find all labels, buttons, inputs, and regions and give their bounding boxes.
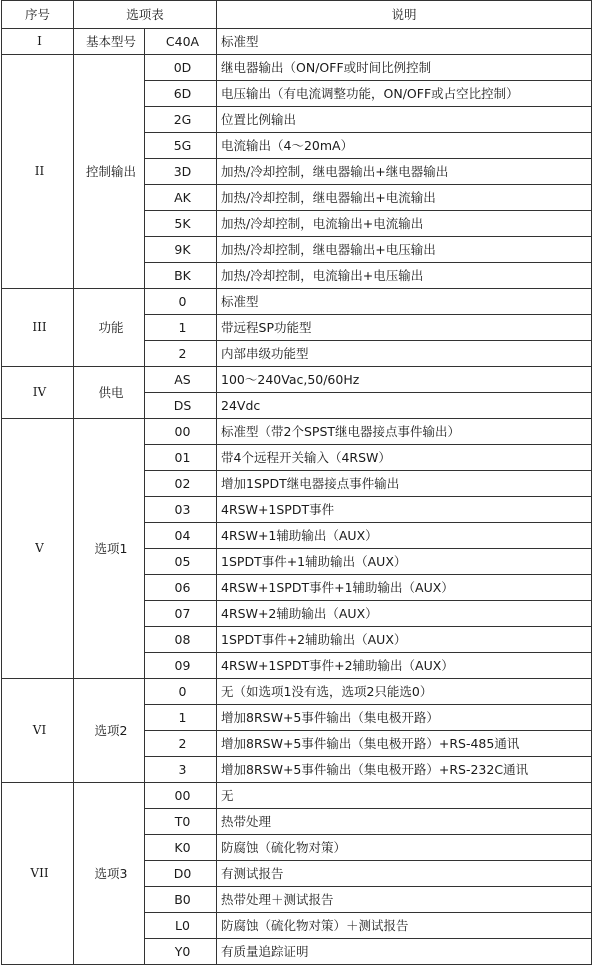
option-code: 5G: [145, 133, 217, 159]
group-seq: I: [2, 29, 74, 55]
option-description: 增加8RSW+5事件输出（集电极开路）: [217, 705, 592, 731]
group-category: 选项1: [74, 419, 145, 679]
option-description: 防腐蚀（硫化物对策）: [217, 835, 592, 861]
option-description: 带4个远程开关输入（4RSW）: [217, 445, 592, 471]
option-code: 0: [145, 289, 217, 315]
option-code: 0: [145, 679, 217, 705]
header-options: 选项表: [74, 1, 217, 29]
table-row: [2, 367, 592, 393]
group-seq: III: [2, 289, 74, 367]
table-row: [2, 783, 592, 809]
option-description: 100～240Vac,50/60Hz: [217, 367, 592, 393]
option-description: 标准型（带2个SPST继电器接点事件输出）: [217, 419, 592, 445]
header-row: [2, 1, 592, 29]
group-category: 供电: [74, 367, 145, 419]
option-code: 1: [145, 705, 217, 731]
option-description: 内部串级功能型: [217, 341, 592, 367]
option-code: 3D: [145, 159, 217, 185]
option-code: 03: [145, 497, 217, 523]
option-description: 位置比例输出: [217, 107, 592, 133]
option-code: 01: [145, 445, 217, 471]
option-description: 标准型: [217, 29, 592, 55]
group-seq: VII: [2, 783, 74, 965]
option-code: 00: [145, 419, 217, 445]
table-row: [2, 29, 592, 55]
table-row: [2, 55, 592, 81]
group-seq: V: [2, 419, 74, 679]
option-description: 1SPDT事件+1辅助输出（AUX）: [217, 549, 592, 575]
option-code: DS: [145, 393, 217, 419]
option-code: 08: [145, 627, 217, 653]
option-code: 2: [145, 341, 217, 367]
option-code: 04: [145, 523, 217, 549]
option-description: 标准型: [217, 289, 592, 315]
option-code: Y0: [145, 939, 217, 965]
option-code: D0: [145, 861, 217, 887]
option-code: AS: [145, 367, 217, 393]
option-code: 5K: [145, 211, 217, 237]
option-description: 电流输出（4～20mA）: [217, 133, 592, 159]
group-category: 基本型号: [74, 29, 145, 55]
option-code: 9K: [145, 237, 217, 263]
header-desc: 说明: [217, 1, 592, 29]
option-code: 0D: [145, 55, 217, 81]
option-description: 4RSW+1SPDT事件+1辅助输出（AUX）: [217, 575, 592, 601]
option-code: 05: [145, 549, 217, 575]
option-description: 增加8RSW+5事件输出（集电极开路）+RS-485通讯: [217, 731, 592, 757]
table-row: [2, 289, 592, 315]
option-description: 4RSW+1SPDT事件: [217, 497, 592, 523]
option-description: 4RSW+1辅助输出（AUX）: [217, 523, 592, 549]
option-description: 4RSW+2辅助输出（AUX）: [217, 601, 592, 627]
option-code: AK: [145, 185, 217, 211]
option-description: 加热/冷却控制，继电器输出+电压输出: [217, 237, 592, 263]
model-options-table: [1, 0, 592, 965]
group-category: 选项2: [74, 679, 145, 783]
group-seq: IV: [2, 367, 74, 419]
option-code: 6D: [145, 81, 217, 107]
option-description: 有质量追踪证明: [217, 939, 592, 965]
option-code: K0: [145, 835, 217, 861]
option-code: 2G: [145, 107, 217, 133]
option-description: 1SPDT事件+2辅助输出（AUX）: [217, 627, 592, 653]
option-description: 无: [217, 783, 592, 809]
option-description: 有测试报告: [217, 861, 592, 887]
option-code: 06: [145, 575, 217, 601]
option-description: 防腐蚀（硫化物对策）＋测试报告: [217, 913, 592, 939]
option-description: 热带处理: [217, 809, 592, 835]
table-row: [2, 419, 592, 445]
option-code: BK: [145, 263, 217, 289]
option-code: 2: [145, 731, 217, 757]
group-seq: VI: [2, 679, 74, 783]
option-code: T0: [145, 809, 217, 835]
option-description: 增加1SPDT继电器接点事件输出: [217, 471, 592, 497]
table-row: [2, 679, 592, 705]
group-seq: II: [2, 55, 74, 289]
option-code: 07: [145, 601, 217, 627]
group-category: 功能: [74, 289, 145, 367]
option-description: 电压输出（有电流调整功能，ON/OFF或占空比控制）: [217, 81, 592, 107]
header-seq: 序号: [2, 1, 74, 29]
option-description: 加热/冷却控制，电流输出+电流输出: [217, 211, 592, 237]
option-code: 02: [145, 471, 217, 497]
option-code: 3: [145, 757, 217, 783]
option-description: 加热/冷却控制，继电器输出+继电器输出: [217, 159, 592, 185]
option-description: 加热/冷却控制，电流输出+电压输出: [217, 263, 592, 289]
option-description: 无（如选项1没有选，选项2只能选0）: [217, 679, 592, 705]
group-category: 控制输出: [74, 55, 145, 289]
option-code: 1: [145, 315, 217, 341]
option-code: L0: [145, 913, 217, 939]
option-code: C40A: [145, 29, 217, 55]
option-description: 24Vdc: [217, 393, 592, 419]
group-category: 选项3: [74, 783, 145, 965]
option-description: 增加8RSW+5事件输出（集电极开路）+RS-232C通讯: [217, 757, 592, 783]
option-description: 带远程SP功能型: [217, 315, 592, 341]
option-code: 09: [145, 653, 217, 679]
table-body: [2, 29, 592, 965]
option-code: B0: [145, 887, 217, 913]
option-description: 加热/冷却控制，继电器输出+电流输出: [217, 185, 592, 211]
option-description: 热带处理＋测试报告: [217, 887, 592, 913]
option-description: 继电器输出（ON/OFF或时间比例控制: [217, 55, 592, 81]
option-code: 00: [145, 783, 217, 809]
option-description: 4RSW+1SPDT事件+2辅助输出（AUX）: [217, 653, 592, 679]
